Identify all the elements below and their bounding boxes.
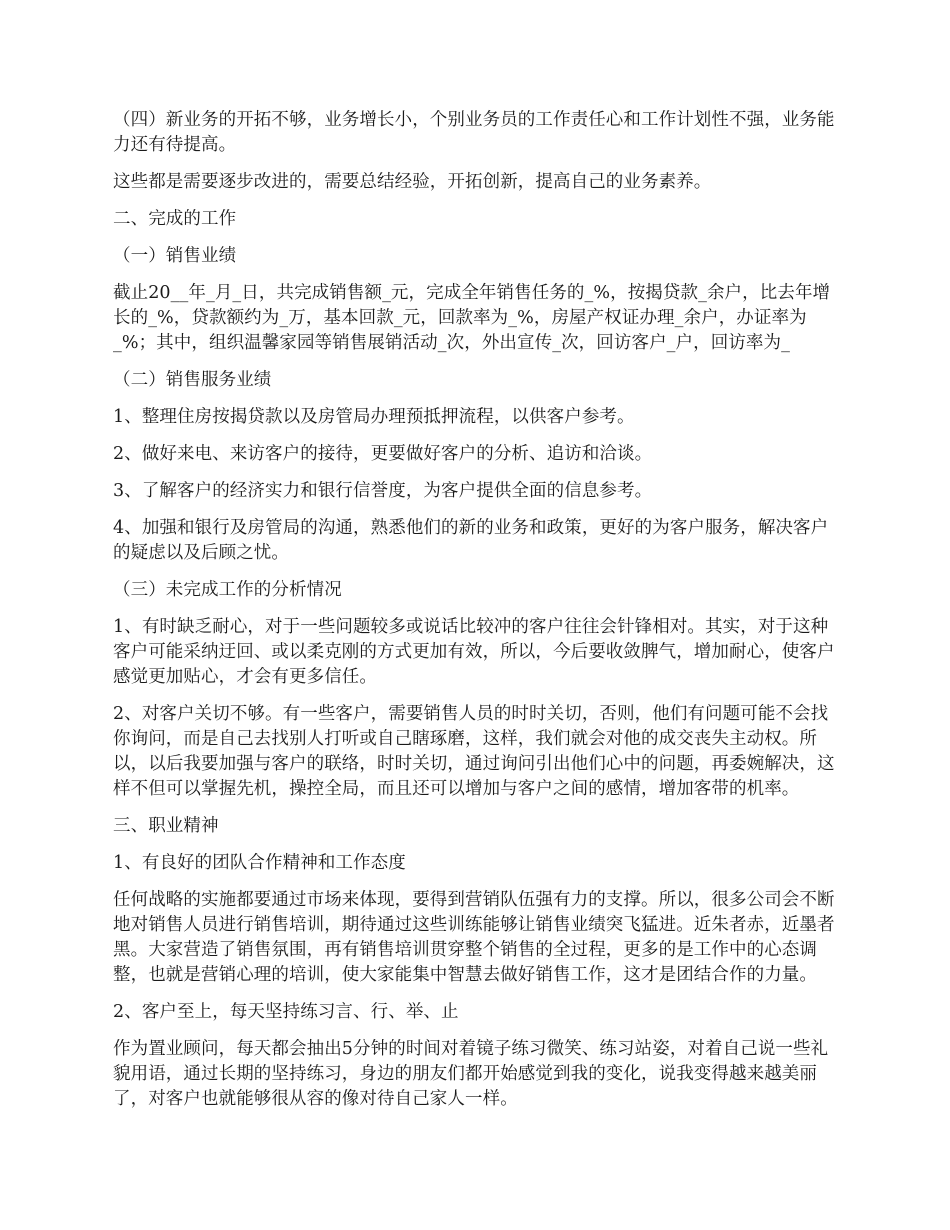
- subheading-sales-performance: （一）销售业绩: [113, 246, 237, 266]
- subheading-customer-first: 2、客户至上，每天坚持练习言、行、举、止: [113, 1002, 459, 1022]
- paragraph-improvement-note: 这些都是需要逐步改进的，需要总结经验，开拓创新，提高自己的业务素养。: [113, 172, 712, 192]
- paragraph-customer-first: 作为置业顾问，每天都会抽出5分钟的时间对着镜子练习微笑、练习站姿，对着自己说一些礼貌用语，通过长期的坚持练习，身边的朋友们都开始感觉到我的变化，说我变得越来越美丽了，对客户也就能够很从容的像对待自己家人一样。: [113, 1039, 829, 1109]
- list-item-service-4: 4、加强和银行及房管局的沟通，熟悉他们的新的业务和政策，更好的为客户服务，解决客户的疑虑以及后顾之忧。: [113, 518, 829, 563]
- subheading-sales-service: （二）销售服务业绩: [113, 370, 272, 390]
- paragraph-business-expansion: （四）新业务的开拓不够，业务增长小，个别业务员的工作责任心和工作计划性不强，业务能力还有待提高。: [113, 110, 835, 155]
- heading-completed-work: 二、完成的工作: [113, 209, 237, 229]
- paragraph-teamwork: 任何战略的实施都要通过市场来体现，要得到营销队伍强有力的支撑。所以，很多公司会不断地对销售人员进行销售培训，期待通过这些训练能够让销售业绩突飞猛进。近朱者赤，近墨者黑。大家营造了销售氛围，再有销售培训贯穿整个销售的全过程，更多的是工作中的心态调整，也就是营销心理的培训，使大家能集中智慧去做好销售工作，这才是团结合作的力量。: [113, 890, 835, 985]
- document-page: [113, 108, 841, 1112]
- list-item-analysis-1: 1、有时缺乏耐心，对于一些问题较多或说话比较冲的客户往往会针锋相对。其实，对于这种客户可能采纳迂回、或以柔克刚的方式更加有效，所以，今后要收敛脾气，增加耐心，使客户感觉更加贴心，才会有更多信任。: [113, 617, 835, 687]
- list-item-analysis-2: 2、对客户关切不够。有一些客户，需要销售人员的时时关切，否则，他们有问题可能不会找你询问，而是自己去找别人打听或自己瞎琢磨，这样，我们就会对他的成交丧失主动权。所以，以后我要加强与客户的联络，时时关切，通过询问引出他们心中的问题，再委婉解决，这样不但可以掌握先机，操控全局，而且还可以增加与客户之间的感情，增加客带的机率。: [113, 704, 835, 799]
- subheading-unfinished-analysis: （三）未完成工作的分析情况: [113, 580, 342, 600]
- heading-professional-spirit: 三、职业精神: [113, 816, 219, 836]
- list-item-service-1: 1、整理住房按揭贷款以及房管局办理预抵押流程，以供客户参考。: [113, 407, 635, 427]
- subheading-teamwork: 1、有良好的团队合作精神和工作态度: [113, 853, 406, 873]
- list-item-service-2: 2、做好来电、来访客户的接待，更要做好客户的分析、追访和洽谈。: [113, 444, 653, 464]
- list-item-service-3: 3、了解客户的经济实力和银行信誉度，为客户提供全面的信息参考。: [113, 481, 653, 501]
- paragraph-sales-figures: 截止20__年_月_日，共完成销售额_元，完成全年销售任务的_%，按揭贷款_余户，比去年增长的_%，贷款额约为_万，基本回款_元，回款率为_%，房屋产权证办理_余户，办证率为_%；其中，组织温馨家园等销售展销活动_次，外出宣传_次，回访客户_户，回访率为_: [113, 283, 831, 353]
